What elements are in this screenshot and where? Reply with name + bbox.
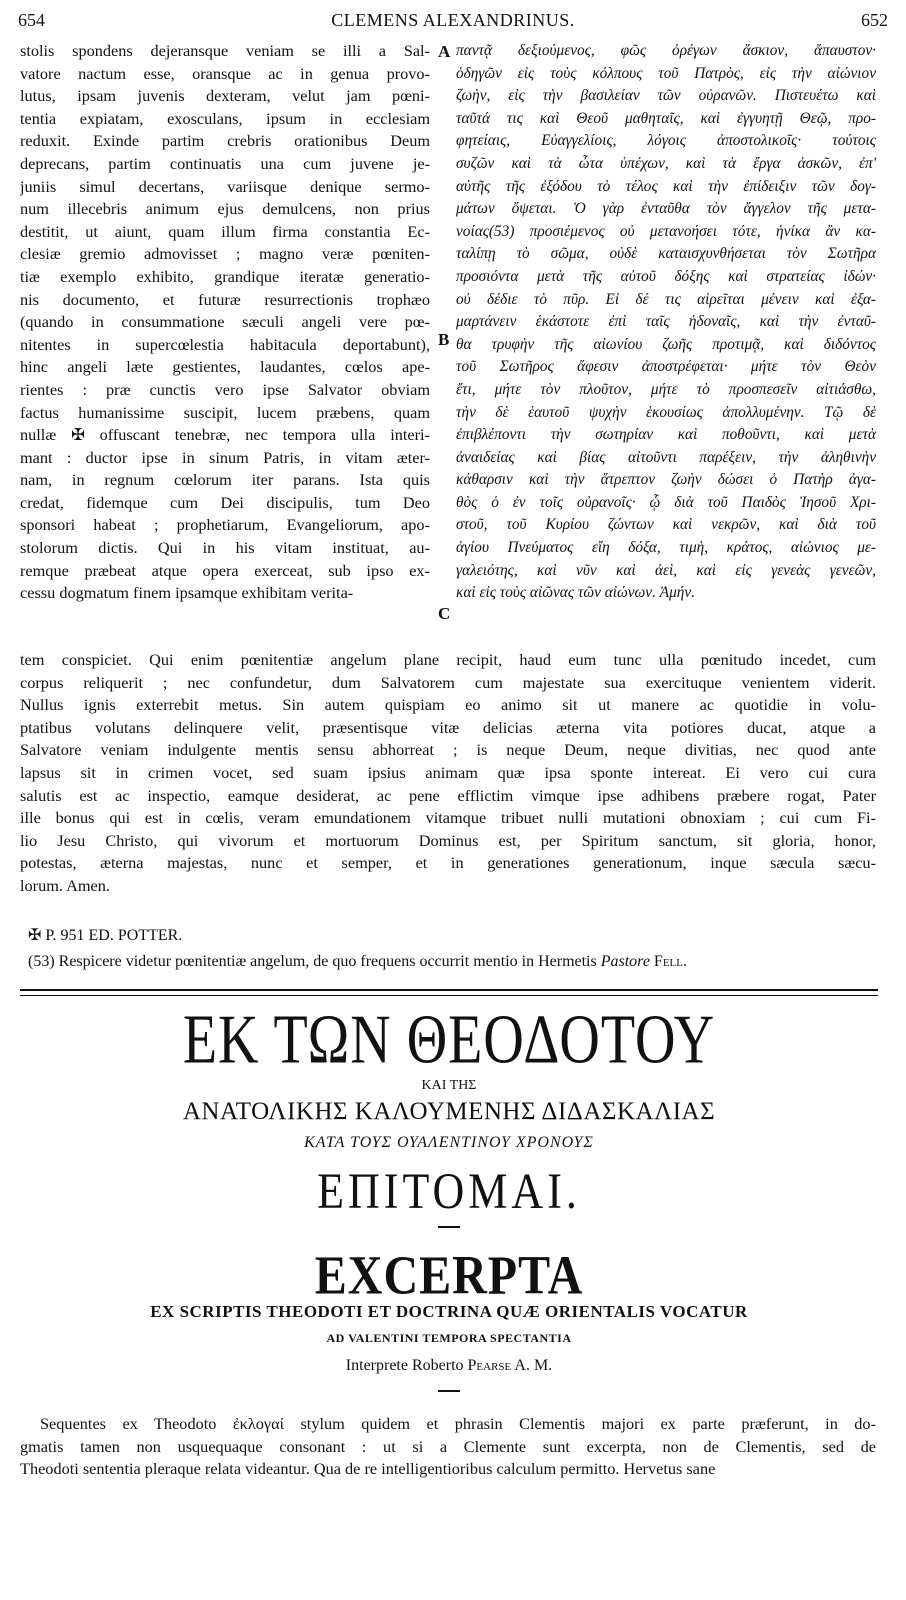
- margin-marker-a: A: [438, 42, 451, 61]
- latin-text-line: remque præbeat atque opera exerceat, sub ipso ex-: [20, 560, 430, 580]
- latin-text-line: destitit, ut aiunt, quam illum firma constantia Ec-: [20, 221, 430, 241]
- latin-text-line: nullæ ✠ offuscant tenebræ, nec tempora ulla interi-: [20, 425, 430, 445]
- latin-text-line: factus humanissime suscipit, lucem præbens, quam: [20, 402, 430, 422]
- interprete-prefix: Interprete Roberto: [345, 1357, 468, 1374]
- full-width-text-line: lapsus sit in crimen vocet, sed suam ipsius animam quæ ipsa sponte intereat. Ei vero cui cura: [20, 762, 876, 782]
- footnote-53-text: (53) Respicere videtur pœnitentiæ angelum, de quo frequens occurrit mentio in Hermetis: [28, 953, 601, 970]
- greek-text-line: καὶ εἰς τοὺς αἰῶνας τῶν αἰώνων. Ἀμήν.: [456, 584, 695, 602]
- latin-text-line: vatore nactum esse, oransque ac in genua provo-: [20, 63, 430, 83]
- greek-text-line: ταῦτά τις καὶ Θεοῦ μαθηταῖς, καὶ ἐγγυητῇ Θεῷ, προ-: [456, 109, 876, 127]
- title-excerpta: EXCERPTA: [314, 1245, 584, 1307]
- greek-text-line: ἁγίου Πνεύματος εἴη δόξα, τιμὴ, κράτος, αἰώνιος με-: [456, 539, 876, 557]
- latin-text-line: (quando in consummatione sæculi angeli vere pœ-: [20, 312, 430, 332]
- latin-text-line: credat, fidemque cum Dei discipulis, tum Deo: [20, 492, 430, 512]
- latin-text-line: tiæ exemplo exhibito, grandique iteratæ generatio-: [20, 266, 430, 286]
- full-width-text-line: corpus reliquerit ; nec confundetur, dum Salvatorem cum majestate sua exercituque venientem viderit.: [20, 672, 876, 692]
- full-width-text-line: Salvatore veniam indulgente mentis sensu abhorreat ; is neque Deum, neque divitias, nec quod ante: [20, 740, 876, 760]
- greek-text-line: προσιόντα μετὰ τῆς αὐτοῦ δόξης καὶ στρατείας ἰδών·: [456, 267, 876, 285]
- latin-text-line: juniis simul decertans, variisque denique sermo-: [20, 176, 430, 196]
- full-width-text-line: salutis est ac inspectio, eamque desiderat, ac pene efflictim vimque ipse adhibens præbere rogat, Pater: [20, 785, 876, 805]
- title-ad-valentini: AD VALENTINI TEMPORA SPECTANTIA: [326, 1331, 572, 1345]
- greek-text-line: συζῶν καὶ τὰ ὦτα ὑπέχων, καὶ τὰ ἔργα ἀσκῶν, ἐπ': [456, 154, 876, 172]
- greek-text-line: τὴν δὲ ἑαυτοῦ ψυχὴν ἑκουσίως ἀπολλυμένην. Τῷ δὲ: [456, 403, 876, 421]
- title-anatolikes: ΑΝΑΤΟΛΙΚΗΣ ΚΑΛΟΥΜΕΝΗΣ ΔΙΔΑΣΚΑΛΙΑΣ: [182, 1098, 716, 1125]
- latin-column: [20, 40, 430, 605]
- greek-text-line: γαλειότης, καὶ νῦν καὶ ἀεὶ, καὶ εἰς γενεὰς γενεῶν,: [456, 561, 876, 579]
- full-width-text-line: ptatibus volutans delinquere velit, præsentisque vitæ delicias æterna vita potiores ducat, atque a: [20, 717, 876, 737]
- greek-text-line: νοίας(53) προσιέμενος οὐ μετανοήσει τότε, ἡνίκα ἂν κα-: [456, 222, 876, 240]
- full-width-text-line: lio Jesu Christo, qui vivorum et mortuorum Dominus est, per Spiritum sanctum, sit gloria, honor,: [20, 830, 876, 850]
- greek-text-line: ἀναιδείας καὶ βίας αἰτοῦντι παρέξειν, τὴν ἀληθινὴν: [456, 448, 876, 466]
- full-width-text-line: Nullus ignis exterrebit metus. Sin autem quispiam eo animo sit ut manere ac quotidie in volu-: [20, 695, 876, 715]
- greek-text-line: θα τρυφὴν τῆς αἰωνίου ζωῆς προτιμᾷ, καὶ διδόντος: [456, 335, 876, 353]
- margin-marker-b: B: [438, 330, 450, 349]
- latin-text-line: deprecans, partim continuatis una cum juvene je-: [20, 153, 430, 173]
- greek-text-line: ταλίπῃ τὸ σῶμα, οὐδὲ καταισχυνθήσεται τὸν Σωτῆρα: [456, 245, 876, 263]
- title-epitomai: ΕΠΙΤΟΜΑΙ.: [317, 1163, 581, 1220]
- greek-column: [456, 40, 876, 605]
- full-width-text-line: ille bonus qui est in cœlis, veram emundationem vitamque tribuet nulli mutationi obnoxiam ; cui cum Fi-: [20, 808, 876, 828]
- potter-reference: ✠ P. 951 ED. POTTER.: [28, 927, 183, 944]
- intro-text-line: gmatis tamen non usquequaque consonant : ut si a Clemente sunt excerpta, non de Clementis, sed de: [20, 1436, 876, 1456]
- latin-text-line: nitentes in supercœlestia habitacula deportabunt),: [20, 334, 430, 354]
- greek-text-line: ὁδηγῶν εἰς τοὺς κόλπους τοῦ Πατρὸς, εἰς τὴν αἰώνιον: [456, 64, 876, 82]
- full-width-text: [20, 649, 876, 898]
- footnote-53: [28, 949, 876, 975]
- page-number-left: 654: [18, 10, 45, 30]
- greek-text-line: κάθαρσιν καὶ τὴν ἄτρεπτον ζωὴν δώσει ὁ Πατὴρ ἀγα-: [456, 471, 876, 489]
- latin-text-line: lutus, ipsam juvenis dexteram, velut jam pœni-: [20, 86, 430, 106]
- running-title: CLEMENS ALEXANDRINUS.: [331, 10, 575, 30]
- latin-text-line: clesiæ gremio admovisset ; magno veræ pœniten-: [20, 244, 430, 264]
- full-width-text-line: potestas, æterna majestas, nunc et semper, et in generationes generationum, inque sæcula sæcu-: [20, 853, 876, 873]
- interprete-name: Pearse: [467, 1357, 512, 1374]
- greek-text-line: τοῦ Σωτῆρος ἄφεσιν ἀποστρέφεται· μήτε τὸν Θεὸν: [456, 358, 876, 376]
- latin-text-line: sponsori habeat ; prophetiarum, Evangeliorum, apo-: [20, 515, 430, 535]
- title-dash-1: [438, 1226, 460, 1228]
- greek-text-line: παντᾷ δεξιούμενος, φῶς ὀρέγων ἄσκιον, ἄπαυστον·: [456, 42, 876, 59]
- title-kai-tes: ΚΑΙ ΤΗΣ: [421, 1078, 477, 1093]
- latin-text-line: mant : ductor ipse in sinum Patris, in vitam æter-: [20, 447, 430, 467]
- latin-text-line: hinc angeli læte gestientes, laudantes, cœlos ape-: [20, 357, 430, 377]
- greek-text-line: ζωὴν, εἰς τὴν βασιλείαν τῶν οὐρανῶν. Πιστευέτω καὶ: [456, 87, 876, 105]
- greek-text-line: ἐπιβλέποντι τὴν σωτηρίαν καὶ ποθοῦντι, καὶ μετὰ: [456, 426, 876, 444]
- footnotes: [28, 923, 876, 975]
- interprete-suffix: A. M.: [511, 1357, 553, 1374]
- intro-paragraph: [20, 1413, 876, 1481]
- title-greek-main: ΕΚ ΤΩΝ ΘΕΟΔΟΤΟΥ: [182, 1001, 716, 1079]
- latin-text-line: stolorum dictis. Qui in his vitam instituat, au-: [20, 538, 430, 558]
- title-interprete: [20, 1357, 878, 1375]
- latin-text-line: cessu dogmatum finem ipsamque exhibitam verita-: [20, 583, 354, 603]
- page-number-right: 652: [861, 10, 888, 30]
- greek-text-line: φητείαις, Εὐαγγελίοις, λόγοις ἀποστολικοῖς· τούτοις: [456, 132, 876, 150]
- title-ex-scriptis: EX SCRIPTIS THEODOTI ET DOCTRINA QUÆ ORIENTALIS VOCATUR: [150, 1302, 748, 1321]
- greek-text-line: μαρτάνειν ἑκάστοτε ἐπὶ ταῖς ἡδοναῖς, καὶ τὴν ἐνταῦ-: [456, 313, 876, 331]
- title-dash-2: [438, 1390, 460, 1392]
- latin-text-line: rientes : præ cunctis vero ipse Salvator obviam: [20, 379, 430, 399]
- full-width-text-line: tem conspiciet. Qui enim pœnitentiæ angelum plane recipit, haud eum tunc ulla pœnitudo incedet, cum: [20, 650, 876, 669]
- title-kata-tous: ΚΑΤΑ ΤΟΥΣ ΟΥΑΛΕΝΤΙΝΟΥ ΧΡΟΝΟΥΣ: [304, 1134, 594, 1151]
- full-width-text-line: lorum. Amen.: [20, 875, 110, 895]
- latin-text-line: nis documento, et futuræ resurrectionis trophæo: [20, 289, 430, 309]
- greek-text-line: αὐτῆς τῆς ἐξόδου τὸ τέλος καὶ τὴν ἐπίδειξιν τῶν δογ-: [456, 177, 876, 195]
- intro-text-line: Theodoti sententia pleraque relata videantur. Qua de re intelligentioribus calculum permitto. Hervetus sane: [20, 1459, 716, 1479]
- latin-text-line: stolis spondens dejeransque veniam se illi a Sal-: [20, 41, 430, 60]
- latin-text-line: reduxit. Exinde partim crebris orationibus Deum: [20, 131, 430, 151]
- greek-text-line: ἔτι, μήτε τὸν πλοῦτον, μήτε τὸ προσπεσεῖν αἰτιάσθω,: [456, 380, 876, 398]
- footnote-53-author: Fell.: [653, 953, 687, 970]
- intro-text-line: Sequentes ex Theodoto ἐκλογαί stylum quidem et phrasin Clementis majori ex parte præferunt, in do-: [40, 1414, 876, 1433]
- latin-text-line: tentia expiatam, exosculans, ipsum in ecclesiam: [20, 108, 430, 128]
- greek-text-line: μάτων ὄψεται. Ὁ γὰρ ἐνταῦθα τὸν ἄγγελον τῆς μετα-: [456, 200, 876, 218]
- latin-text-line: num illecebris animum ejus demulcens, non prius: [20, 199, 430, 219]
- greek-text-line: στοῦ, τοῦ Κυρίου ζώντων καὶ νεκρῶν, καὶ διὰ τοῦ: [456, 516, 876, 534]
- margin-marker-c: C: [438, 604, 451, 623]
- latin-text-line: nam, in regnum cœlorum iter parans. Ista quis: [20, 470, 430, 490]
- running-header: [18, 10, 888, 36]
- footnote-53-italic: Pastore: [600, 953, 650, 970]
- greek-text-line: θὸς ὁ ἐν τοῖς οὐρανοῖς· ᾧ διὰ τοῦ Παιδὸς Ἰησοῦ Χρι-: [456, 493, 876, 511]
- section-divider: [20, 989, 878, 996]
- greek-text-line: οὐ δέδιε τὸ πῦρ. Εἰ δέ τις αἱρεῖται μένειν καὶ ἐξα-: [456, 290, 876, 308]
